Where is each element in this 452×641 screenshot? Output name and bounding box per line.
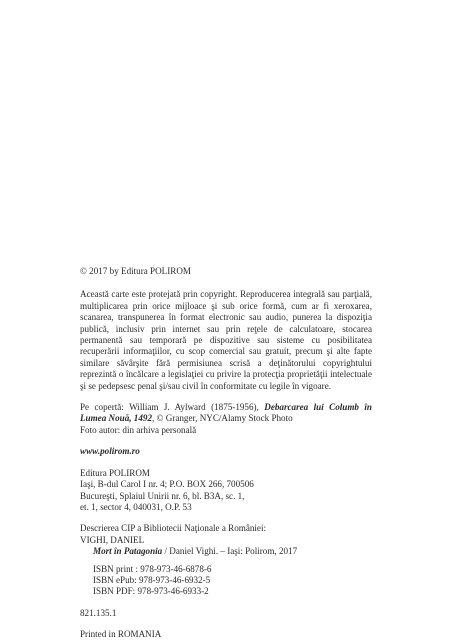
isbn-epub: ISBN ePub: 978-973-46-6932-5 <box>93 574 211 585</box>
isbn-list <box>80 564 372 598</box>
cover-credit-suffix: , © Granger, NYC/Alamy Stock Photo <box>152 413 293 424</box>
publisher-name: Editura POLIROM <box>80 467 150 478</box>
isbn-print: ISBN print : 978-973-46-6878-6 <box>93 563 212 574</box>
website-link[interactable]: www.polirom.ro <box>80 446 140 457</box>
classification-code: 821.135.1 <box>80 607 117 618</box>
publisher-address-iasi: Iaşi, B-dul Carol I nr. 4; P.O. BOX 266, 700506 <box>80 479 254 490</box>
cover-credit-prefix: Pe copertă: William J. Aylward (1875-1956), <box>80 402 265 413</box>
cover-artwork-title: Debarcarea lui Columb în Lumea Nouă, 1492 <box>80 402 372 424</box>
cip-heading: Descrierea CIP a Bibliotecii Naţionale a României: <box>80 523 267 534</box>
printed-in: Printed in ROMANIA <box>80 629 162 640</box>
cip-author: VIGHI, DANIEL <box>80 534 145 545</box>
colophon-page <box>80 266 372 641</box>
photo-credit: Foto autor: din arhiva personală <box>80 424 197 435</box>
cip-book-entry <box>80 546 372 557</box>
cip-book-details: / Daniel Vighi. – Iaşi: Polirom, 2017 <box>162 546 298 557</box>
copyright-text: © 2017 by Editura POLIROM <box>80 266 191 276</box>
publisher-block <box>80 468 372 514</box>
publisher-address-bucuresti-2: et. 1, sector 4, 040031, O.P. 53 <box>80 501 192 512</box>
cip-block <box>80 523 372 619</box>
copyright-line <box>80 266 372 277</box>
publisher-address-bucuresti-1: Bucureşti, Splaiul Unirii nr. 6, bl. B3A, sc. 1, <box>80 490 245 501</box>
cover-credit <box>80 402 372 425</box>
cip-book-title: Mort în Patagonia <box>93 546 163 557</box>
isbn-pdf: ISBN PDF: 978-973-46-6933-2 <box>93 586 209 597</box>
copyright-notice: Această carte este protejată prin copyright. Reproducerea integrală sau parţială, multiplicarea prin orice mijloace şi sub orice formă, cum ar fi xeroxarea, scanarea, transpunerea în format electronic sau audio, punerea la dispoziţia publică, inclusiv prin internet sau prin reţele de calculatoare, stocarea permanentă sau temporară pe dispozitive sau sisteme cu posibilitatea recuperării informaţiilor, cu scop comercial sau gratuit, precum şi alte fapte similare săvârşite fără permisiunea scrisă a deţinătorului copyrightului reprezintă o încălcare a legislaţiei cu privire la protecţia proprietăţii intelectuale şi se pedepsesc penal şi/sau civil în conformitate cu legile în vigoare. <box>80 289 372 391</box>
